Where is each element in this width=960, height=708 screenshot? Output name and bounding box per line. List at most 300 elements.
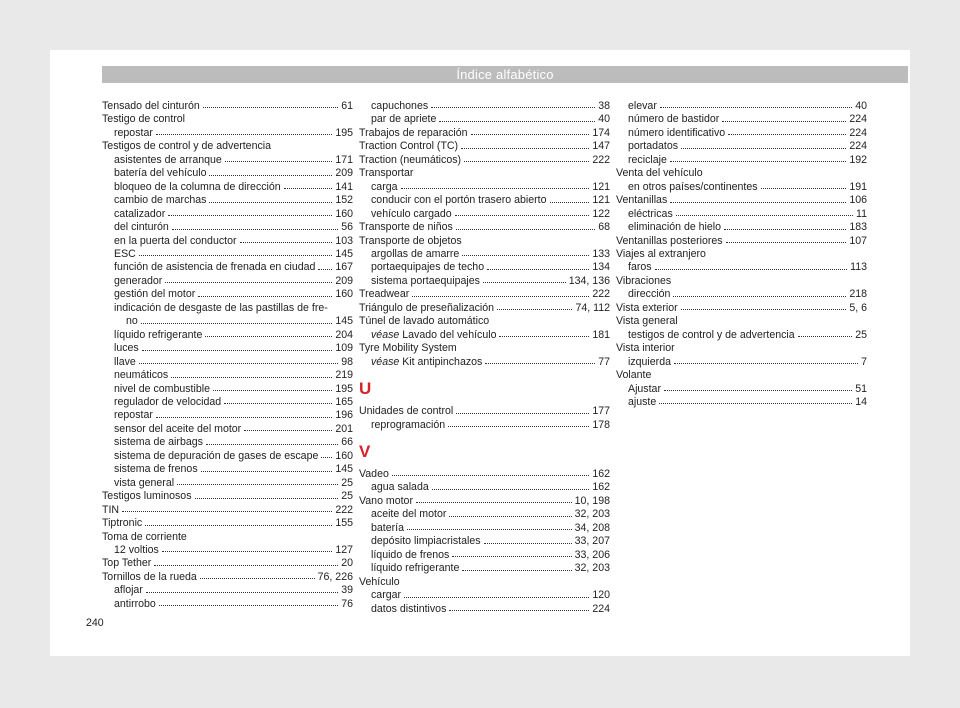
index-entry: [616, 154, 867, 167]
index-entry-label: conducir con el portón trasero abierto: [371, 194, 547, 207]
leader-dots: [142, 349, 333, 351]
index-entry-label: llave: [114, 355, 136, 368]
index-entry-page: 192: [849, 153, 867, 166]
index-entry-page: 162: [592, 467, 610, 480]
index-entry: [359, 495, 610, 508]
leader-dots: [664, 389, 852, 391]
index-entry: [102, 477, 353, 490]
index-entry: [102, 248, 353, 261]
index-entry-label: no: [126, 315, 138, 328]
index-entry: [102, 194, 353, 207]
index-entry: [616, 329, 867, 342]
index-entry-label: reprogramación: [371, 418, 446, 431]
index-entry-page: 165: [335, 395, 353, 408]
index-entry: [102, 504, 353, 517]
leader-dots: [726, 241, 847, 243]
index-column-3: [616, 100, 867, 409]
leader-dots: [497, 308, 572, 310]
leader-dots: [728, 133, 846, 135]
index-entry: [359, 419, 610, 432]
index-entry-label: batería del vehículo: [114, 167, 207, 180]
index-entry-label: cambio de marchas: [114, 194, 207, 207]
leader-dots: [225, 160, 333, 162]
index-entry-page: 107: [849, 234, 867, 247]
index-entry-label: sistema de depuración de gases de escape: [114, 449, 319, 462]
index-entry-page: 66: [341, 436, 353, 449]
index-entry-page: 20: [341, 557, 353, 570]
index-entry: [359, 208, 610, 221]
index-entry-page: 181: [592, 328, 610, 341]
index-entry-page: 195: [335, 382, 353, 395]
index-entry: [616, 100, 867, 113]
index-entry: [102, 100, 353, 113]
index-entry: [359, 288, 610, 301]
index-entry: [616, 221, 867, 234]
index-entry: [616, 383, 867, 396]
leader-dots: [761, 187, 847, 189]
index-entry-label: portadatos: [628, 140, 679, 153]
leader-dots: [412, 295, 589, 297]
index-entry: [102, 383, 353, 396]
leader-dots: [722, 120, 846, 122]
index-entry-page: 120: [592, 589, 610, 602]
index-entry: [359, 261, 610, 274]
index-entry-label: Unidades de control: [359, 405, 454, 418]
index-entry-label: Tensado del cinturón: [102, 100, 200, 112]
index-entry: [102, 571, 353, 584]
leader-dots: [660, 106, 852, 108]
index-entry-page: 195: [335, 126, 353, 139]
index-entry-page: 219: [335, 369, 353, 382]
index-entry-page: 32, 203: [574, 562, 610, 575]
index-entry-page: 40: [855, 100, 867, 112]
leader-dots: [431, 106, 595, 108]
index-entry-page: 33, 207: [574, 535, 610, 548]
index-entry: [102, 450, 353, 463]
page-number: 240: [86, 617, 104, 629]
index-entry: [616, 181, 867, 194]
index-entry-page: 162: [592, 481, 610, 494]
index-entry: [102, 181, 353, 194]
index-entry-label: ESC: [114, 247, 136, 260]
leader-dots: [240, 241, 333, 243]
leader-dots: [550, 201, 590, 203]
index-entry-page: 10, 198: [574, 494, 610, 507]
index-entry-label: 12 voltios: [114, 543, 159, 556]
index-entry-page: 122: [592, 207, 610, 220]
index-entry-page: 121: [592, 194, 610, 207]
leader-dots: [670, 160, 846, 162]
index-entry: [102, 288, 353, 301]
index-entry-label: datos distintivos: [371, 602, 447, 615]
index-entry-label: aflojar: [114, 584, 143, 597]
index-entry-label: eliminación de hielo: [628, 221, 722, 234]
index-entry-page: 76, 226: [317, 570, 353, 583]
index-entry-page: 196: [335, 409, 353, 422]
index-entry-label: depósito limpiacristales: [371, 535, 481, 548]
index-entry-label: elevar: [628, 100, 657, 112]
index-entry-page: 77: [598, 355, 610, 368]
index-entry: [102, 261, 353, 274]
index-heading: Toma de corriente: [102, 530, 187, 543]
index-entry-page: 7: [861, 355, 867, 368]
index-entry-label: ajuste: [628, 395, 657, 408]
index-entry-page: 224: [592, 602, 610, 615]
index-entry-label: agua salada: [371, 481, 429, 494]
index-entry: [102, 423, 353, 436]
page-header: Índice alfabético: [102, 66, 908, 83]
index-entry-page: 209: [335, 274, 353, 287]
index-entry-page: 171: [335, 153, 353, 166]
index-entry: [102, 463, 353, 476]
index-entry-page: 109: [335, 342, 353, 355]
index-entry: [616, 356, 867, 369]
index-entry: [102, 557, 353, 570]
index-entry-page: 38: [598, 100, 610, 112]
index-entry-page: 98: [341, 355, 353, 368]
index-entry-label: nivel de combustible: [114, 382, 210, 395]
index-entry: [359, 603, 610, 616]
index-entry-label: Triángulo de preseñalización: [359, 301, 495, 314]
index-entry: [359, 140, 610, 153]
index-entry-label: capuchones: [371, 100, 429, 112]
leader-dots: [452, 555, 571, 557]
index-entry-label: carga: [371, 180, 398, 193]
index-entry-page: 160: [335, 449, 353, 462]
index-entry-label: cargar: [371, 589, 402, 602]
index-entry-label: bloqueo de la columna de dirección: [114, 180, 281, 193]
see-target: Kit antipinchazos: [402, 355, 483, 368]
leader-dots: [122, 510, 332, 512]
leader-dots: [224, 402, 332, 404]
leader-dots: [203, 106, 338, 108]
leader-dots: [168, 214, 332, 216]
index-entry-page: 121: [592, 180, 610, 193]
index-entry-page: 40: [598, 113, 610, 126]
index-entry-label: sistema portaequipajes: [371, 274, 480, 287]
index-entry: [102, 396, 353, 409]
index-entry: [616, 194, 867, 207]
index-entry-label: Vano motor: [359, 494, 413, 507]
index-entry: [359, 535, 610, 548]
leader-dots: [159, 604, 338, 606]
index-entry-page: 167: [335, 261, 353, 274]
leader-dots: [209, 174, 332, 176]
index-entry-label: líquido refrigerante: [371, 562, 460, 575]
index-entry-label: par de apriete: [371, 113, 437, 126]
leader-dots: [404, 596, 589, 598]
index-entry: [359, 589, 610, 602]
index-heading: Túnel de lavado automático: [359, 315, 490, 328]
leader-dots: [139, 254, 333, 256]
index-entry: [359, 154, 610, 167]
leader-dots: [464, 160, 589, 162]
index-letter-heading: V: [359, 441, 371, 461]
index-entry-page: 39: [341, 584, 353, 597]
document-page: [50, 50, 910, 656]
leader-dots: [141, 322, 333, 324]
index-entry-page: 155: [335, 517, 353, 530]
index-entry: [102, 409, 353, 422]
index-entry-page: 68: [598, 221, 610, 234]
index-entry-page: 133: [592, 247, 610, 260]
leader-dots: [177, 483, 338, 485]
index-entry-page: 152: [335, 194, 353, 207]
index-entry-page: 174: [592, 126, 610, 139]
index-entry: [102, 517, 353, 530]
index-heading: Transportar: [359, 167, 414, 180]
index-entry-page: 25: [341, 476, 353, 489]
index-entry: [359, 302, 610, 315]
index-entry-label: función de asistencia de frenada en ciudad: [114, 261, 316, 274]
index-entry: [359, 194, 610, 207]
index-entry: [102, 315, 353, 328]
index-entry-label: luces: [114, 342, 139, 355]
index-entry-page: 218: [849, 288, 867, 301]
leader-dots: [200, 577, 315, 579]
leader-dots: [449, 609, 589, 611]
index-entry-page: 127: [335, 543, 353, 556]
leader-dots: [499, 335, 589, 337]
index-entry: [102, 584, 353, 597]
index-entry-label: Trabajos de reparación: [359, 126, 468, 139]
index-entry: [616, 396, 867, 409]
leader-dots: [401, 187, 590, 189]
index-entry-page: 134, 136: [568, 274, 610, 287]
index-entry-label: vehículo cargado: [371, 207, 452, 220]
leader-dots: [139, 362, 338, 364]
index-entry-label: testigos de control y de advertencia: [628, 328, 795, 341]
index-entry-label: gestión del motor: [114, 288, 196, 301]
index-heading: Vista general: [616, 315, 678, 328]
index-entry-label: batería: [371, 521, 404, 534]
index-entry: [102, 208, 353, 221]
index-entry-page: 177: [592, 405, 610, 418]
index-entry-label: portaequipajes de techo: [371, 261, 485, 274]
leader-dots: [198, 295, 332, 297]
leader-dots: [485, 362, 595, 364]
index-entry-label: sistema de frenos: [114, 463, 198, 476]
index-entry-label: Vadeo: [359, 467, 389, 480]
leader-dots: [171, 376, 332, 378]
leader-dots: [676, 214, 853, 216]
index-entry-page: 14: [855, 395, 867, 408]
index-heading: Tyre Mobility System: [359, 342, 457, 355]
index-entry: [359, 127, 610, 140]
leader-dots: [681, 308, 847, 310]
leader-dots: [392, 474, 589, 476]
index-entry-page: 201: [335, 422, 353, 435]
index-entry-label: antirrobo: [114, 597, 156, 610]
index-heading: Vehículo: [359, 575, 400, 588]
index-entry: [102, 127, 353, 140]
index-entry-label: Transporte de niños: [359, 221, 453, 234]
index-entry-label: líquido refrigerante: [114, 328, 203, 341]
index-entry-label: Ajustar: [628, 382, 661, 395]
index-entry: [359, 549, 610, 562]
index-entry: [102, 329, 353, 342]
index-entry-page: 222: [335, 503, 353, 516]
index-entry-page: 32, 203: [574, 508, 610, 521]
index-entry-page: 51: [855, 382, 867, 395]
index-entry-label: catalizador: [114, 207, 166, 220]
index-entry-page: 160: [335, 207, 353, 220]
index-entry-page: 25: [855, 328, 867, 341]
index-entry-page: 222: [592, 153, 610, 166]
leader-dots: [156, 416, 332, 418]
index-entry-page: 224: [849, 140, 867, 153]
index-heading: Testigos de control y de advertencia: [102, 140, 272, 153]
index-heading: indicación de desgaste de las pastillas de fre-: [114, 301, 328, 314]
index-entry: [616, 288, 867, 301]
leader-dots: [146, 591, 338, 593]
leader-dots: [156, 133, 332, 135]
leader-dots: [448, 425, 589, 427]
index-entry-label: en la puerta del conductor: [114, 234, 237, 247]
index-entry-label: [371, 329, 496, 342]
leader-dots: [456, 228, 595, 230]
index-entry-label: del cinturón: [114, 221, 169, 234]
index-entry-page: 141: [335, 180, 353, 193]
index-entry-page: 183: [849, 221, 867, 234]
index-entry-label: número identificativo: [628, 126, 726, 139]
index-entry-page: 25: [341, 490, 353, 503]
index-entry-page: 11: [856, 207, 867, 220]
index-entry: [359, 113, 610, 126]
leader-dots: [201, 470, 333, 472]
index-entry: [102, 369, 353, 382]
index-entry-label: reciclaje: [628, 153, 667, 166]
index-entry-label: número de bastidor: [628, 113, 720, 126]
index-entry-page: 145: [335, 463, 353, 476]
index-entry-label: [371, 356, 482, 369]
index-entry-label: Traction (neumáticos): [359, 153, 462, 166]
index-entry-page: 76: [341, 597, 353, 610]
index-entry-label: sistema de airbags: [114, 436, 203, 449]
index-entry-page: 160: [335, 288, 353, 301]
leader-dots: [449, 515, 571, 517]
index-entry-page: 204: [335, 328, 353, 341]
leader-dots: [244, 429, 332, 431]
index-entry: [359, 248, 610, 261]
leader-dots: [461, 147, 589, 149]
index-entry-label: repostar: [114, 409, 153, 422]
leader-dots: [416, 501, 572, 503]
index-entry-label: Ventanillas: [616, 194, 668, 207]
index-entry-page: 224: [849, 126, 867, 139]
index-entry-label: sensor del aceite del motor: [114, 422, 242, 435]
index-entry-page: 5, 6: [849, 301, 867, 314]
leader-dots: [154, 564, 338, 566]
index-entry-label: Treadwear: [359, 288, 410, 301]
leader-dots: [195, 497, 339, 499]
see-reference: véase: [371, 355, 400, 368]
leader-dots: [145, 524, 332, 526]
index-entry-page: 224: [849, 113, 867, 126]
index-entry: [102, 235, 353, 248]
index-entry: [616, 113, 867, 126]
index-entry: [102, 275, 353, 288]
leader-dots: [798, 335, 853, 337]
index-entry-label: dirección: [628, 288, 671, 301]
index-entry: [102, 342, 353, 355]
see-reference: véase: [371, 328, 400, 341]
index-column-1: [102, 100, 353, 611]
leader-dots: [209, 201, 332, 203]
index-entry-page: 33, 206: [574, 548, 610, 561]
index-entry-label: en otros países/continentes: [628, 180, 758, 193]
index-entry-page: 56: [341, 221, 353, 234]
index-entry: [616, 235, 867, 248]
index-heading: Vibraciones: [616, 274, 672, 287]
index-entry-page: 134: [592, 261, 610, 274]
leader-dots: [673, 295, 846, 297]
see-target: Lavado del vehículo: [402, 328, 497, 341]
index-entry: [359, 481, 610, 494]
leader-dots: [455, 214, 590, 216]
index-entry: [359, 508, 610, 521]
index-entry: [359, 522, 610, 535]
index-entry: [616, 140, 867, 153]
index-entry-label: faros: [628, 261, 652, 274]
index-entry: [102, 167, 353, 180]
index-entry-label: generador: [114, 274, 163, 287]
index-entry: [102, 154, 353, 167]
leader-dots: [321, 456, 332, 458]
leader-dots: [439, 120, 595, 122]
index-entry: [359, 100, 610, 113]
index-entry-page: 113: [850, 261, 867, 274]
leader-dots: [318, 268, 332, 270]
index-entry-label: TIN: [102, 503, 120, 516]
index-entry-page: 74, 112: [575, 301, 610, 314]
index-entry-label: Tornillos de la rueda: [102, 570, 197, 583]
leader-dots: [487, 268, 589, 270]
leader-dots: [484, 542, 572, 544]
index-entry: [102, 544, 353, 557]
leader-dots: [205, 335, 332, 337]
index-entry: [359, 221, 610, 234]
index-entry-page: 34, 208: [574, 521, 610, 534]
leader-dots: [432, 488, 590, 490]
leader-dots: [462, 254, 589, 256]
index-entry-label: regulador de velocidad: [114, 395, 222, 408]
index-entry-label: repostar: [114, 126, 153, 139]
index-entry: [359, 405, 610, 418]
leader-dots: [681, 147, 846, 149]
index-entry-page: 178: [592, 418, 610, 431]
index-entry-page: 103: [335, 234, 353, 247]
index-entry-label: neumáticos: [114, 369, 169, 382]
index-entry: [102, 490, 353, 503]
index-entry-label: vista general: [114, 476, 175, 489]
leader-dots: [674, 362, 858, 364]
index-entry: [616, 261, 867, 274]
index-entry-label: Testigos luminosos: [102, 490, 192, 503]
leader-dots: [162, 550, 333, 552]
index-entry: [359, 275, 610, 288]
leader-dots: [206, 443, 338, 445]
index-entry-label: Tiptronic: [102, 517, 143, 530]
index-heading: Vista interior: [616, 342, 675, 355]
leader-dots: [724, 228, 846, 230]
index-entry-page: 147: [592, 140, 610, 153]
leader-dots: [655, 268, 848, 270]
index-entry: [616, 302, 867, 315]
index-entry-page: 209: [335, 167, 353, 180]
index-entry: [359, 181, 610, 194]
leader-dots: [659, 402, 852, 404]
